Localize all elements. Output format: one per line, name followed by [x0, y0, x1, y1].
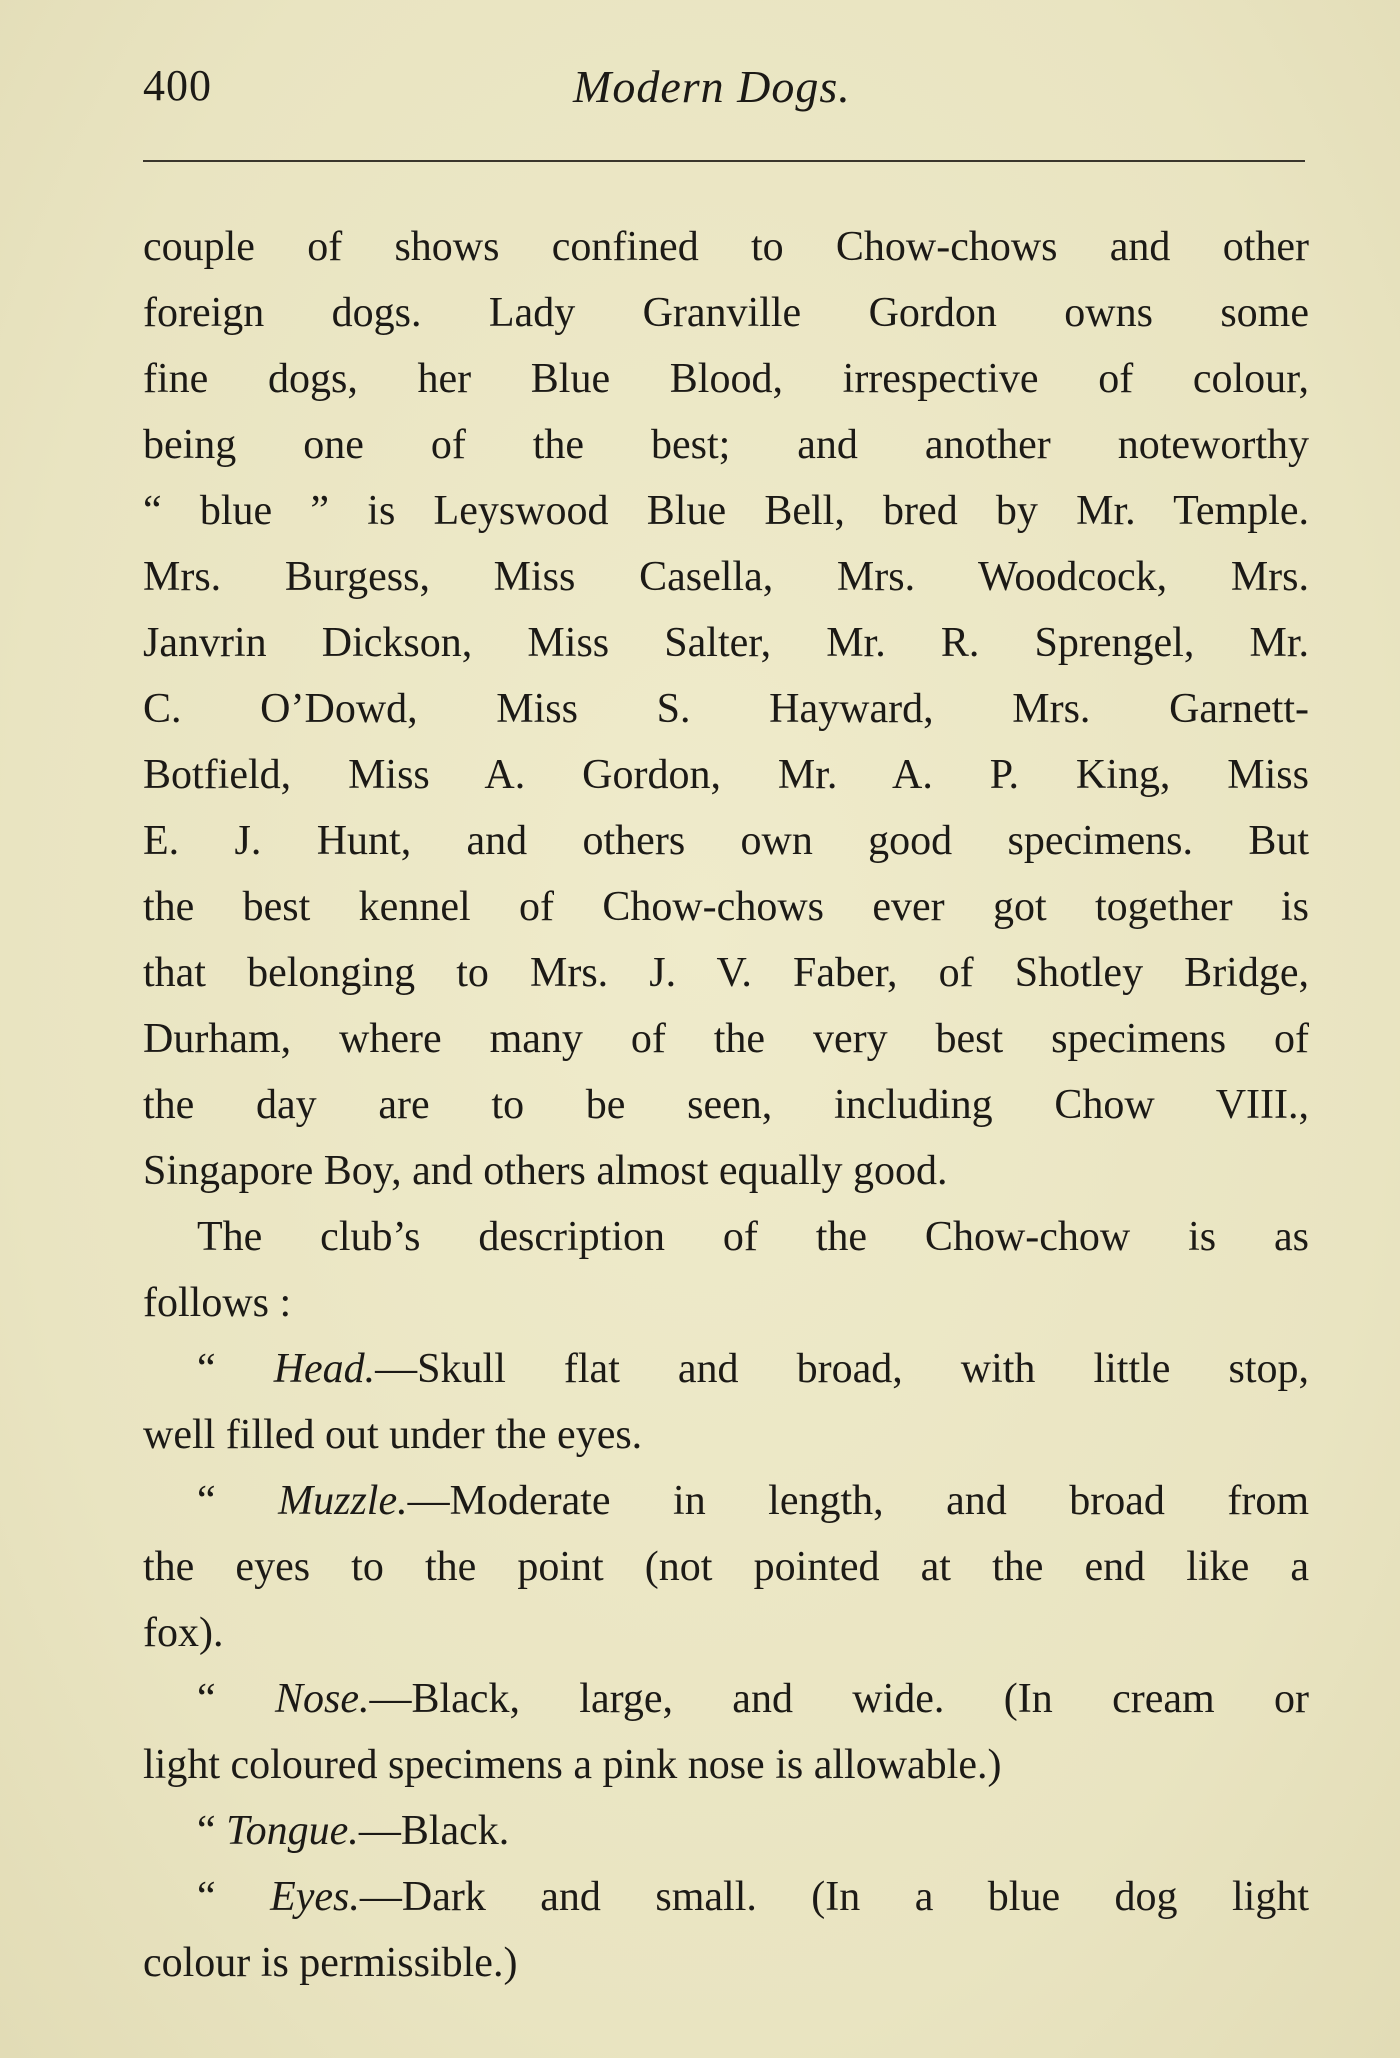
- text-line: The club’s description of the Chow-chow is as: [197, 1214, 1309, 1260]
- text-line: “ blue ” is Leyswood Blue Bell, bred by Mr. Temple.: [143, 488, 1309, 534]
- text-line: Janvrin Dickson, Miss Salter, Mr. R. Sprengel, Mr.: [143, 620, 1309, 666]
- open-quote: “: [197, 1676, 275, 1722]
- point-text: —Black.: [358, 1808, 510, 1854]
- open-quote: “: [197, 1808, 227, 1854]
- point-eyes-line: [143, 1864, 1309, 1930]
- open-quote: “: [197, 1478, 279, 1524]
- point-label-muzzle: Muzzle.: [278, 1478, 408, 1524]
- page-header: [143, 60, 1305, 120]
- text-line: foreign dogs. Lady Granville Gordon owns some: [143, 290, 1309, 336]
- point-nose-line: [143, 1666, 1309, 1732]
- text-line: the best kennel of Chow-chows ever got together is: [143, 884, 1309, 930]
- text-line: being one of the best; and another noteworthy: [143, 422, 1309, 468]
- point-label-tongue: Tongue.: [226, 1808, 359, 1854]
- body-text: [143, 214, 1309, 1996]
- text-line: well filled out under the eyes.: [143, 1412, 643, 1458]
- header-rule: [143, 160, 1305, 162]
- text-line: that belonging to Mrs. J. V. Faber, of Shotley Bridge,: [143, 950, 1309, 996]
- open-quote: “: [197, 1874, 271, 1920]
- point-text: —Black, large, and wide. (In cream or: [369, 1676, 1309, 1722]
- point-text: —Dark and small. (In a blue dog light: [359, 1874, 1309, 1920]
- text-line: Durham, where many of the very best specimens of: [143, 1016, 1309, 1062]
- text-line: Botfield, Miss A. Gordon, Mr. A. P. King, Miss: [143, 752, 1309, 798]
- text-line: the eyes to the point (not pointed at the end like a: [143, 1544, 1309, 1590]
- point-text: —Moderate in length, and broad from: [407, 1478, 1309, 1524]
- open-quote: “: [197, 1346, 274, 1392]
- text-line: follows :: [143, 1280, 292, 1326]
- text-line: fox).: [143, 1610, 224, 1656]
- point-head-line: [143, 1336, 1309, 1402]
- text-line: Mrs. Burgess, Miss Casella, Mrs. Woodcock, Mrs.: [143, 554, 1309, 600]
- text-line: C. O’Dowd, Miss S. Hayward, Mrs. Garnett-: [143, 686, 1309, 732]
- point-tongue-line: [143, 1798, 1309, 1864]
- text-line: E. J. Hunt, and others own good specimens. But: [143, 818, 1309, 864]
- point-label-nose: Nose.: [274, 1676, 370, 1722]
- point-text: —Skull flat and broad, with little stop,: [375, 1346, 1309, 1392]
- point-muzzle-line: [143, 1468, 1309, 1534]
- text-line: light coloured specimens a pink nose is allowable.): [143, 1742, 1002, 1788]
- point-label-eyes: Eyes.: [270, 1874, 360, 1920]
- running-title: Modern Dogs.: [573, 61, 851, 112]
- text-line: couple of shows confined to Chow-chows and other: [143, 224, 1309, 270]
- text-line: Singapore Boy, and others almost equally good.: [143, 1148, 948, 1194]
- page-number: 400: [143, 61, 212, 110]
- text-line: colour is permissible.): [143, 1940, 518, 1986]
- text-line: fine dogs, her Blue Blood, irrespective of colour,: [143, 356, 1309, 402]
- text-line: the day are to be seen, including Chow VIII.,: [143, 1082, 1309, 1128]
- point-label-head: Head.: [273, 1346, 376, 1392]
